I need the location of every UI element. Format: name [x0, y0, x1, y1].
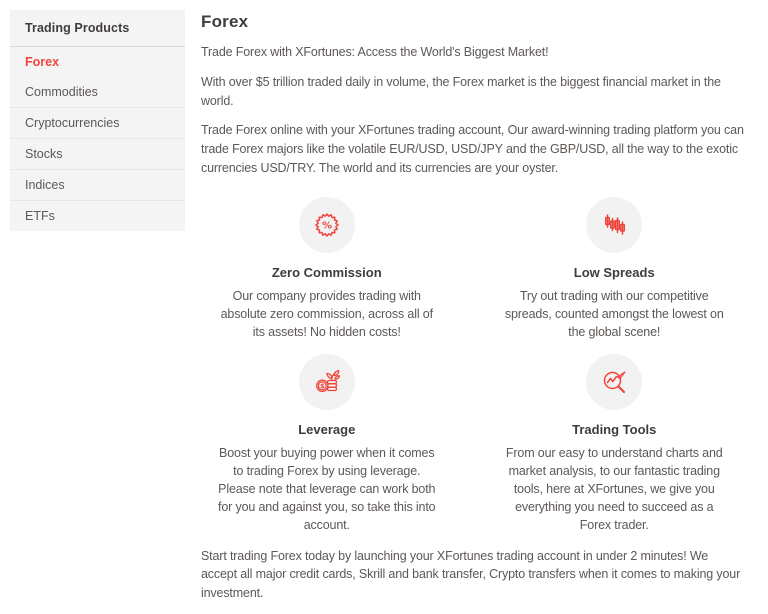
feature-trading-tools: [489, 354, 741, 535]
feature-title: Leverage: [298, 421, 356, 437]
feature-description: From our easy to understand charts and market analysis, to our fantastic trading tools, here at XFortunes, we give you everything you need to succeed as a Forex trader.: [505, 445, 723, 533]
sidebar-title: Trading Products: [10, 10, 185, 47]
feature-title: Zero Commission: [271, 264, 382, 280]
outro-paragraph: Start trading Forex today by launching your XFortunes trading account in under 2 minutes! We accept all major credit cards, Skrill and bank transfer, Crypto transfers when it comes to making your investment.: [201, 548, 741, 600]
feature-description: Try out trading with our competitive spreads, counted amongst the lowest on the global scene!: [504, 288, 724, 339]
feature-title: Trading Tools: [572, 421, 657, 437]
feature-icon-circle: [586, 354, 642, 410]
sidebar-item-commodities[interactable]: Commodities: [10, 77, 185, 108]
sidebar-item-cryptocurrencies[interactable]: Cryptocurrencies: [10, 108, 185, 139]
intro-paragraph-3: Trade Forex online with your XFortunes trading account, Our award-winning trading platform you can trade Forex majors like the volatile EUR/USD, USD/JPY and the GBP/USD, all the way to the exotic currencies USD/TRY. The world and its currencies are your oyster.: [201, 123, 744, 175]
page-title: Forex: [201, 12, 249, 31]
feature-icon-circle: [299, 354, 355, 410]
sidebar-item-stocks[interactable]: Stocks: [10, 139, 185, 170]
sidebar-item-etfs[interactable]: ETFs: [25, 209, 55, 223]
magnifier-chart-icon: [600, 368, 628, 396]
candlestick-chart-icon: [600, 211, 628, 239]
feature-description: Boost your buying power when it comes to trading Forex by using leverage. Please note that leverage can work both for you and against you, so take this into account.: [218, 445, 436, 533]
feature-low-spreads: [489, 197, 741, 341]
feature-grid: [201, 197, 740, 535]
sidebar-item-indices[interactable]: Indices: [10, 170, 185, 201]
percent-badge-icon: [313, 211, 341, 239]
feature-icon-circle: [586, 197, 642, 253]
feature-zero-commission: [201, 197, 453, 341]
sidebar-menu: [10, 47, 185, 231]
sidebar-item-forex[interactable]: Forex: [25, 55, 60, 69]
trading-products-sidebar: [10, 10, 185, 231]
intro-paragraph-2: With over $5 trillion traded daily in volume, the Forex market is the biggest financial market in the world.: [201, 74, 721, 108]
svg-text:$: $: [319, 382, 325, 391]
feature-icon-circle: [299, 197, 355, 253]
feature-title: Low Spreads: [573, 264, 655, 280]
intro-paragraph-1: Trade Forex with XFortunes: Access the World's Biggest Market!: [201, 45, 549, 59]
feature-leverage: [201, 354, 453, 535]
svg-text:%: %: [321, 220, 332, 232]
feature-description: Our company provides trading with absolute zero commission, across all of its assets! No hidden costs!: [220, 288, 433, 339]
money-growth-icon: [313, 368, 341, 396]
main-content: [185, 10, 758, 614]
